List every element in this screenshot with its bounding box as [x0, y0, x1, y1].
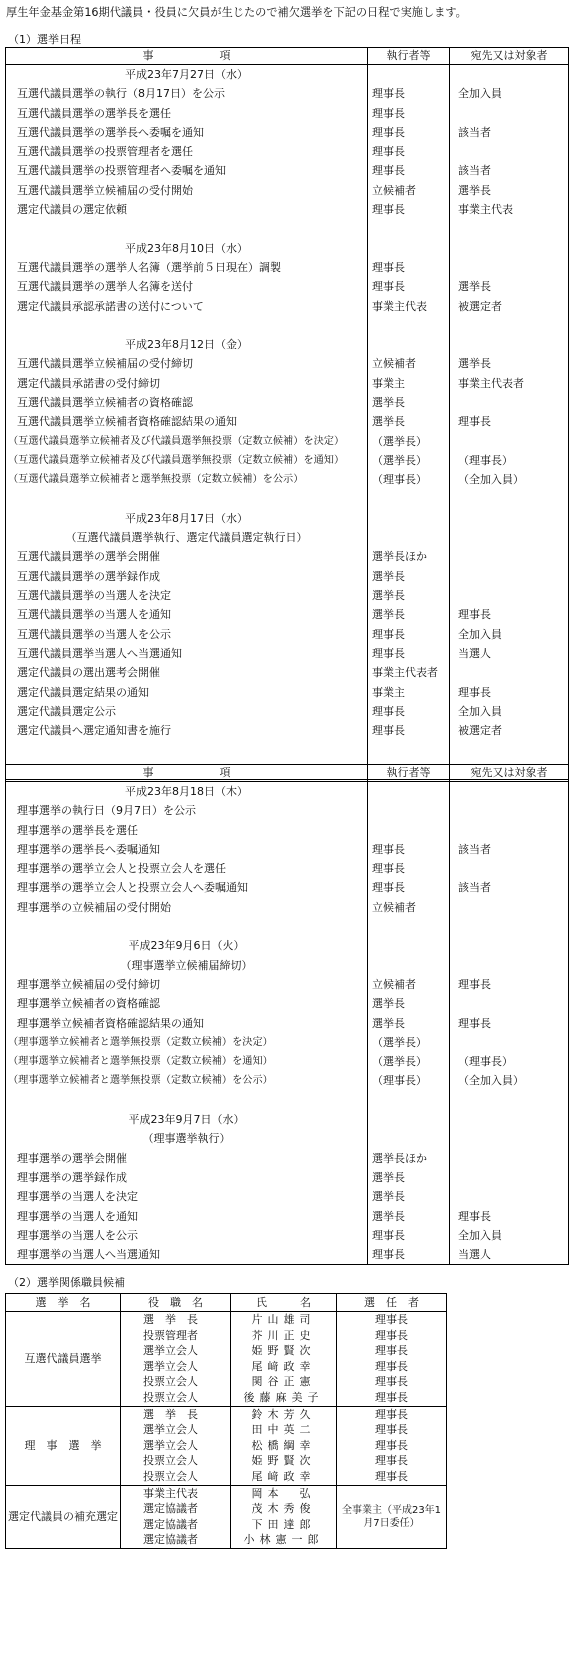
schedule-blank-row — [6, 316, 569, 335]
schedule-item: 理事選挙の選挙長へ委嘱通知 — [6, 840, 368, 859]
schedule-row — [6, 683, 569, 702]
staff-name: 姫野賢次 — [231, 1453, 337, 1469]
schedule-row — [6, 840, 569, 859]
schedule-target: 該当者 — [450, 161, 569, 180]
schedule-row — [6, 1071, 569, 1090]
schedule-target — [450, 432, 569, 451]
schedule-item: 理事選挙の当選人へ当選通知 — [6, 1245, 368, 1265]
staff-name: 茂木秀俊 — [231, 1501, 337, 1517]
schedule-row — [6, 567, 569, 586]
schedule-target: 選挙長 — [450, 354, 569, 373]
schedule-date: 平成23年8月10日（水） — [6, 239, 368, 258]
schedule-target: 全加入員 — [450, 702, 569, 721]
schedule-executor: 理事長 — [368, 1245, 450, 1265]
header-executor: 執行者等 — [368, 48, 450, 65]
schedule-item: 選定代議員の選定依頼 — [6, 200, 368, 219]
schedule-item: 互選代議員選挙の投票管理者を選任 — [6, 142, 368, 161]
schedule-target — [450, 663, 569, 682]
schedule-item: 互選代議員選挙立候補届の受付開始 — [6, 181, 368, 200]
schedule-item: 理事選挙立候補届の受付締切 — [6, 975, 368, 994]
schedule-row — [6, 451, 569, 470]
staff-role: 投票立会人 — [121, 1453, 231, 1469]
schedule-row — [6, 625, 569, 644]
section-1-title: （1）選挙日程 — [8, 33, 81, 46]
schedule-executor: 選挙長ほか — [368, 547, 450, 566]
schedule-date: 平成23年8月17日（水） — [6, 509, 368, 528]
staff-role: 選挙立会人 — [121, 1359, 231, 1375]
schedule-item: 互選代議員選挙の選挙人名簿を送付 — [6, 277, 368, 296]
schedule-row — [6, 878, 569, 897]
schedule-date: 平成23年8月18日（木） — [6, 782, 368, 802]
staff-appointer: 理事長 — [337, 1343, 447, 1359]
schedule-executor: 理事長 — [368, 644, 450, 663]
schedule-date: 平成23年8月12日（金） — [6, 335, 368, 354]
schedule-executor: 選挙長 — [368, 1014, 450, 1033]
schedule-executor: 事業主 — [368, 374, 450, 393]
schedule-executor: 理事長 — [368, 200, 450, 219]
schedule-executor: 選挙長 — [368, 1187, 450, 1206]
staff-name: 田中英二 — [231, 1422, 337, 1438]
schedule-item: 互選代議員選挙の選挙録作成 — [6, 567, 368, 586]
schedule-row — [6, 1245, 569, 1265]
schedule-blank-row — [6, 1091, 569, 1110]
schedule-target — [450, 586, 569, 605]
schedule-item: 互選代議員選挙の選挙長へ委嘱を通知 — [6, 123, 368, 142]
staff-election-name: 理 事 選 挙 — [6, 1406, 121, 1485]
staff-role: 選定協議者 — [121, 1532, 231, 1548]
schedule-blank-row — [6, 917, 569, 936]
schedule-executor: 理事長 — [368, 123, 450, 142]
schedule-item: 理事選挙の選挙立会人と投票立会人へ委嘱通知 — [6, 878, 368, 897]
schedule-target — [450, 859, 569, 878]
schedule-target: 該当者 — [450, 878, 569, 897]
schedule-executor: 理事長 — [368, 84, 450, 103]
schedule-row — [6, 1207, 569, 1226]
schedule-target — [450, 1033, 569, 1052]
staff-name: 姫野賢次 — [231, 1343, 337, 1359]
schedule-item: （互選代議員選挙立候補者及び代議員選挙無投票（定数立候補）を決定） — [6, 432, 368, 451]
schedule-row — [6, 1052, 569, 1071]
schedule-row — [6, 547, 569, 566]
staff-name: 尾﨑政幸 — [231, 1359, 337, 1375]
schedule-target — [450, 142, 569, 161]
schedule-date: （互選代議員選挙執行、選定代議員選定執行日） — [6, 528, 368, 547]
schedule-row — [6, 898, 569, 917]
schedule-date-row — [6, 509, 569, 528]
staff-role: 選挙立会人 — [121, 1422, 231, 1438]
schedule-item: 選定代議員承諾書の受付締切 — [6, 374, 368, 393]
staff-role: 投票管理者 — [121, 1328, 231, 1344]
schedule-row — [6, 994, 569, 1013]
staff-header-name: 氏 名 — [231, 1294, 337, 1312]
schedule-executor: 事業主 — [368, 683, 450, 702]
schedule-row — [6, 721, 569, 740]
schedule-executor: 理事長 — [368, 104, 450, 123]
staff-name: 岡本 弘 — [231, 1485, 337, 1501]
staff-header-election: 選 挙 名 — [6, 1294, 121, 1312]
schedule-row — [6, 297, 569, 316]
staff-name: 関谷正憲 — [231, 1374, 337, 1390]
schedule-item: （理事選挙立候補者と選挙無投票（定数立候補）を通知） — [6, 1052, 368, 1071]
schedule-row — [6, 142, 569, 161]
staff-name: 松橋綱幸 — [231, 1438, 337, 1454]
schedule-row — [6, 605, 569, 624]
staff-appointer: 理事長 — [337, 1469, 447, 1485]
schedule-date-row — [6, 1110, 569, 1129]
schedule-row — [6, 374, 569, 393]
schedule-target: 被選定者 — [450, 297, 569, 316]
schedule-target — [450, 258, 569, 277]
schedule-row — [6, 702, 569, 721]
schedule-row — [6, 1168, 569, 1187]
schedule-target: 該当者 — [450, 123, 569, 142]
schedule-executor: （理事長） — [368, 1071, 450, 1090]
schedule-target: 選挙長 — [450, 277, 569, 296]
schedule-target: 事業主代表者 — [450, 374, 569, 393]
schedule-item: 理事選挙立候補者資格確認結果の通知 — [6, 1014, 368, 1033]
staff-name: 芥川正史 — [231, 1328, 337, 1344]
schedule-target: 理事長 — [450, 412, 569, 431]
schedule-blank-row — [6, 219, 569, 238]
schedule-item: 理事選挙の選挙録作成 — [6, 1168, 368, 1187]
schedule-date-row — [6, 782, 569, 802]
staff-name: 後藤麻美子 — [231, 1390, 337, 1406]
schedule-row — [6, 354, 569, 373]
staff-role: 選定協議者 — [121, 1501, 231, 1517]
schedule-row — [6, 432, 569, 451]
staff-appointer: 理事長 — [337, 1453, 447, 1469]
schedule-target: 当選人 — [450, 1245, 569, 1265]
schedule-target — [450, 1168, 569, 1187]
schedule-row — [6, 412, 569, 431]
schedule-executor: 立候補者 — [368, 898, 450, 917]
schedule-executor: 理事長 — [368, 625, 450, 644]
schedule-executor: 選挙長 — [368, 994, 450, 1013]
staff-appointer: 理事長 — [337, 1328, 447, 1344]
schedule-item: 選定代議員の選出選考会開催 — [6, 663, 368, 682]
schedule-item: 互選代議員選挙立候補者の資格確認 — [6, 393, 368, 412]
schedule-date-row — [6, 239, 569, 258]
schedule-executor: 選挙長ほか — [368, 1149, 450, 1168]
schedule-date: （理事選挙執行） — [6, 1129, 368, 1148]
schedule-target: 理事長 — [450, 683, 569, 702]
schedule-item: （互選代議員選挙立候補者と選挙無投票（定数立候補）を公示） — [6, 470, 368, 489]
schedule-executor: 選挙長 — [368, 586, 450, 605]
schedule-target — [450, 898, 569, 917]
schedule-row — [6, 84, 569, 103]
schedule-executor: 選挙長 — [368, 393, 450, 412]
schedule-date-row — [6, 936, 569, 955]
staff-name: 小林憲一郎 — [231, 1532, 337, 1548]
schedule-item: 選定代議員へ選定通知書を施行 — [6, 721, 368, 740]
staff-role: 選定協議者 — [121, 1517, 231, 1533]
schedule-target: 事業主代表 — [450, 200, 569, 219]
schedule-executor: 理事長 — [368, 878, 450, 897]
staff-header-appointer: 選 任 者 — [337, 1294, 447, 1312]
schedule-date-row — [6, 335, 569, 354]
schedule-row — [6, 200, 569, 219]
schedule-executor: （選挙長） — [368, 432, 450, 451]
schedule-row — [6, 161, 569, 180]
schedule-item: 理事選挙立候補者の資格確認 — [6, 994, 368, 1013]
header-item: 事 項 — [6, 48, 368, 65]
schedule-target — [450, 1187, 569, 1206]
staff-name: 鈴木芳久 — [231, 1406, 337, 1422]
schedule-row — [6, 258, 569, 277]
schedule-executor: 理事長 — [368, 1226, 450, 1245]
schedule-row — [6, 1014, 569, 1033]
staff-role: 投票立会人 — [121, 1374, 231, 1390]
schedule-item: 選定代議員選定結果の通知 — [6, 683, 368, 702]
schedule-executor: 選挙長 — [368, 567, 450, 586]
schedule-target: 全加入員 — [450, 1226, 569, 1245]
schedule-executor: 選挙長 — [368, 1168, 450, 1187]
staff-header-role: 役 職 名 — [121, 1294, 231, 1312]
schedule-row — [6, 277, 569, 296]
schedule-target: 理事長 — [450, 605, 569, 624]
staff-appointer: 理事長 — [337, 1359, 447, 1375]
schedule-executor: （選挙長） — [368, 1033, 450, 1052]
staff-election-name: 互選代議員選挙 — [6, 1312, 121, 1407]
staff-appointer: 理事長 — [337, 1374, 447, 1390]
schedule-row — [6, 393, 569, 412]
schedule-row — [6, 104, 569, 123]
intro-text: 厚生年金基金第16期代議員・役員に欠員が生じたので補欠選挙を下記の日程で実施します。 — [6, 6, 467, 19]
schedule-item: 選定代議員承認承諾書の送付について — [6, 297, 368, 316]
staff-appointer: 理事長 — [337, 1406, 447, 1422]
schedule-item: 互選代議員選挙立候補者資格確認結果の通知 — [6, 412, 368, 431]
header-item: 事 項 — [6, 765, 368, 782]
staff-role: 投票立会人 — [121, 1390, 231, 1406]
schedule-date: （理事選挙立候補届締切） — [6, 956, 368, 975]
schedule-target — [450, 104, 569, 123]
schedule-target — [450, 821, 569, 840]
schedule-target: （全加入員） — [450, 470, 569, 489]
schedule-executor — [368, 801, 450, 820]
schedule-item: 互選代議員選挙の選挙会開催 — [6, 547, 368, 566]
schedule-target — [450, 393, 569, 412]
staff-role: 事業主代表 — [121, 1485, 231, 1501]
schedule-target: 全加入員 — [450, 625, 569, 644]
schedule-executor — [368, 821, 450, 840]
schedule-target: （理事長） — [450, 451, 569, 470]
staff-role: 投票立会人 — [121, 1469, 231, 1485]
schedule-row — [6, 470, 569, 489]
schedule-item: 理事選挙の選挙立会人と投票立会人を選任 — [6, 859, 368, 878]
schedule-date-row — [6, 956, 569, 975]
schedule-item: 互選代議員選挙の執行（8月17日）を公示 — [6, 84, 368, 103]
schedule-executor: 選挙長 — [368, 1207, 450, 1226]
staff-appointer: 理事長 — [337, 1422, 447, 1438]
schedule-executor: 立候補者 — [368, 181, 450, 200]
schedule-item: 互選代議員選挙の選挙長を選任 — [6, 104, 368, 123]
staff-name: 尾﨑政幸 — [231, 1469, 337, 1485]
staff-role: 選 挙 長 — [121, 1312, 231, 1328]
schedule-target: （理事長） — [450, 1052, 569, 1071]
schedule-executor: （選挙長） — [368, 451, 450, 470]
schedule-executor: 理事長 — [368, 721, 450, 740]
staff-election-name: 選定代議員の補充選定 — [6, 1485, 121, 1548]
schedule-executor: 理事長 — [368, 859, 450, 878]
schedule-target: 理事長 — [450, 1014, 569, 1033]
schedule-executor: 事業主代表者 — [368, 663, 450, 682]
schedule-item: 互選代議員選挙の当選人を決定 — [6, 586, 368, 605]
schedule-target — [450, 1149, 569, 1168]
schedule-target — [450, 994, 569, 1013]
schedule-executor: 理事長 — [368, 702, 450, 721]
schedule-target: 被選定者 — [450, 721, 569, 740]
schedule-row — [6, 644, 569, 663]
staff-name: 下田達郎 — [231, 1517, 337, 1533]
schedule-row — [6, 1033, 569, 1052]
staff-role: 選挙立会人 — [121, 1438, 231, 1454]
schedule-row — [6, 801, 569, 820]
schedule-date-row — [6, 1129, 569, 1148]
staff-appointer: 理事長 — [337, 1312, 447, 1328]
schedule-item: （互選代議員選挙立候補者及び代議員選挙無投票（定数立候補）を通知） — [6, 451, 368, 470]
schedule-target: 理事長 — [450, 975, 569, 994]
schedule-row — [6, 586, 569, 605]
header-executor: 執行者等 — [368, 765, 450, 782]
schedule-row — [6, 1149, 569, 1168]
schedule-row — [6, 1226, 569, 1245]
schedule-row — [6, 859, 569, 878]
schedule-item: 理事選挙の立候補届の受付開始 — [6, 898, 368, 917]
schedule-date-row — [6, 528, 569, 547]
schedule-item: 理事選挙の当選人を通知 — [6, 1207, 368, 1226]
schedule-item: 互選代議員選挙の当選人を通知 — [6, 605, 368, 624]
staff-table — [5, 1293, 447, 1549]
staff-appointer: 全事業主（平成23年1月7日委任） — [337, 1485, 447, 1548]
schedule-executor: 選挙長 — [368, 412, 450, 431]
schedule-date: 平成23年7月27日（水） — [6, 65, 368, 85]
schedule-item: 理事選挙の執行日（9月7日）を公示 — [6, 801, 368, 820]
schedule-item: 互選代議員選挙の選挙人名簿（選挙前５日現在）調製 — [6, 258, 368, 277]
schedule-target: 選挙長 — [450, 181, 569, 200]
schedule-executor: 立候補者 — [368, 975, 450, 994]
staff-name: 片山雄司 — [231, 1312, 337, 1328]
staff-appointer: 理事長 — [337, 1390, 447, 1406]
schedule-item: 互選代議員選挙の当選人を公示 — [6, 625, 368, 644]
header-target: 宛先又は対象者 — [450, 765, 569, 782]
section-2-title: （2）選挙関係職員候補 — [8, 1276, 125, 1289]
header-target: 宛先又は対象者 — [450, 48, 569, 65]
schedule-row — [6, 821, 569, 840]
staff-row — [6, 1312, 447, 1328]
schedule-item: 選定代議員選定公示 — [6, 702, 368, 721]
schedule-row — [6, 975, 569, 994]
schedule-target — [450, 547, 569, 566]
schedule-item: 理事選挙の選挙会開催 — [6, 1149, 368, 1168]
schedule-row — [6, 1187, 569, 1206]
staff-role: 選挙立会人 — [121, 1343, 231, 1359]
schedule-row — [6, 181, 569, 200]
schedule-target: 理事長 — [450, 1207, 569, 1226]
schedule-executor: 理事長 — [368, 142, 450, 161]
schedule-executor: 理事長 — [368, 258, 450, 277]
schedule-date: 平成23年9月6日（火） — [6, 936, 368, 955]
schedule-executor: （選挙長） — [368, 1052, 450, 1071]
schedule-date: 平成23年9月7日（水） — [6, 1110, 368, 1129]
schedule-executor: 理事長 — [368, 840, 450, 859]
schedule-date-row — [6, 65, 569, 85]
schedule-item: 理事選挙の当選人を決定 — [6, 1187, 368, 1206]
schedule-blank-row — [6, 740, 569, 759]
schedule-table-2 — [5, 764, 569, 1265]
schedule-item: 理事選挙の選挙長を選任 — [6, 821, 368, 840]
schedule-target: 当選人 — [450, 644, 569, 663]
schedule-row — [6, 123, 569, 142]
schedule-item: （理事選挙立候補者と選挙無投票（定数立候補）を決定） — [6, 1033, 368, 1052]
schedule-executor: 事業主代表 — [368, 297, 450, 316]
schedule-item: 互選代議員選挙の投票管理者へ委嘱を通知 — [6, 161, 368, 180]
schedule-executor: 理事長 — [368, 161, 450, 180]
schedule-item: 理事選挙の当選人を公示 — [6, 1226, 368, 1245]
schedule-row — [6, 663, 569, 682]
staff-row — [6, 1406, 447, 1422]
schedule-target: 全加入員 — [450, 84, 569, 103]
schedule-item: 互選代議員選挙当選人へ当選通知 — [6, 644, 368, 663]
staff-role: 選 挙 長 — [121, 1406, 231, 1422]
staff-row — [6, 1485, 447, 1501]
schedule-target — [450, 801, 569, 820]
schedule-target: 該当者 — [450, 840, 569, 859]
schedule-executor: 理事長 — [368, 277, 450, 296]
schedule-executor: （理事長） — [368, 470, 450, 489]
schedule-target: （全加入員） — [450, 1071, 569, 1090]
schedule-blank-row — [6, 490, 569, 509]
schedule-table-1 — [5, 47, 569, 780]
schedule-item: （理事選挙立候補者と選挙無投票（定数立候補）を公示） — [6, 1071, 368, 1090]
schedule-item: 互選代議員選挙立候補届の受付締切 — [6, 354, 368, 373]
schedule-executor: 選挙長 — [368, 605, 450, 624]
schedule-target — [450, 567, 569, 586]
staff-appointer: 理事長 — [337, 1438, 447, 1454]
schedule-executor: 立候補者 — [368, 354, 450, 373]
